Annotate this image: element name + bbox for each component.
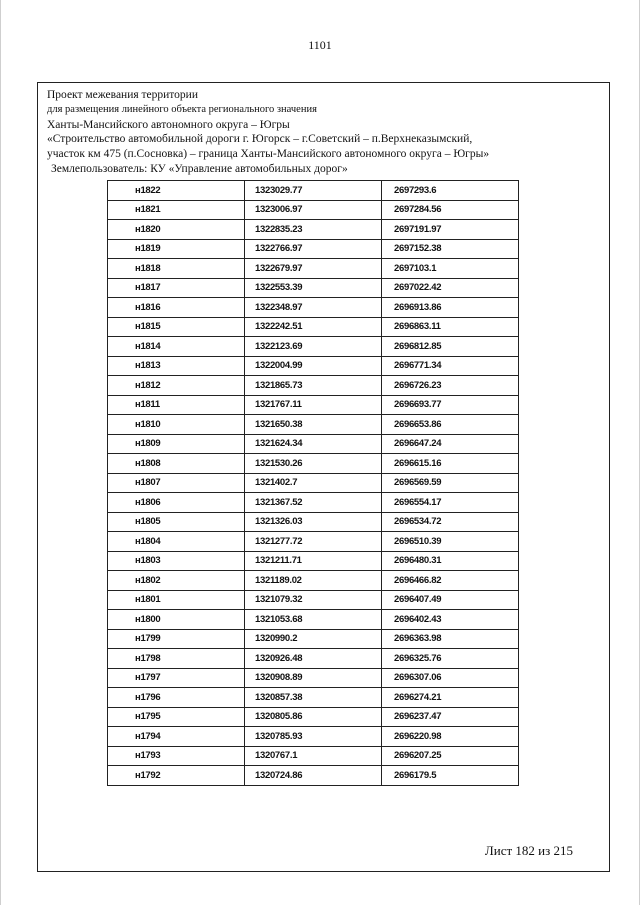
x-coordinate-cell: 1322553.39 xyxy=(245,278,382,298)
point-id-cell: н1803 xyxy=(108,551,245,571)
table-row xyxy=(108,590,519,610)
point-id-cell: н1814 xyxy=(108,337,245,357)
y-coordinate-cell: 2696615.16 xyxy=(382,454,519,474)
point-id-cell: н1816 xyxy=(108,298,245,318)
x-coordinate-cell: 1320857.38 xyxy=(245,688,382,708)
table-row xyxy=(108,278,519,298)
table-row xyxy=(108,395,519,415)
table-row xyxy=(108,688,519,708)
point-id-cell: н1796 xyxy=(108,688,245,708)
x-coordinate-cell: 1322348.97 xyxy=(245,298,382,318)
table-row xyxy=(108,298,519,318)
point-id-cell: н1820 xyxy=(108,220,245,240)
y-coordinate-cell: 2696693.77 xyxy=(382,395,519,415)
y-coordinate-cell: 2696510.39 xyxy=(382,532,519,552)
x-coordinate-cell: 1321624.34 xyxy=(245,434,382,454)
table-row xyxy=(108,493,519,513)
coordinates-table-body xyxy=(108,181,519,786)
table-row xyxy=(108,668,519,688)
point-id-cell: н1800 xyxy=(108,610,245,630)
page-number: 1101 xyxy=(308,38,332,52)
x-coordinate-cell: 1321211.71 xyxy=(245,551,382,571)
table-row xyxy=(108,317,519,337)
table-row xyxy=(108,629,519,649)
x-coordinate-cell: 1320990.2 xyxy=(245,629,382,649)
y-coordinate-cell: 2696913.86 xyxy=(382,298,519,318)
table-row xyxy=(108,259,519,279)
point-id-cell: н1793 xyxy=(108,746,245,766)
x-coordinate-cell: 1321079.32 xyxy=(245,590,382,610)
x-coordinate-cell: 1322766.97 xyxy=(245,239,382,259)
table-row xyxy=(108,473,519,493)
x-coordinate-cell: 1321402.7 xyxy=(245,473,382,493)
x-coordinate-cell: 1320767.1 xyxy=(245,746,382,766)
header-line: для размещения линейного объекта регионального значения xyxy=(47,103,317,115)
point-id-cell: н1794 xyxy=(108,727,245,747)
header-line: Ханты-Мансийского автономного округа – Югры xyxy=(47,118,290,131)
point-id-cell: н1804 xyxy=(108,532,245,552)
x-coordinate-cell: 1320724.86 xyxy=(245,766,382,786)
table-row xyxy=(108,356,519,376)
point-id-cell: н1805 xyxy=(108,512,245,532)
y-coordinate-cell: 2696237.47 xyxy=(382,707,519,727)
point-id-cell: н1801 xyxy=(108,590,245,610)
y-coordinate-cell: 2697293.6 xyxy=(382,181,519,201)
table-row xyxy=(108,571,519,591)
y-coordinate-cell: 2697191.97 xyxy=(382,220,519,240)
table-row xyxy=(108,512,519,532)
y-coordinate-cell: 2696554.17 xyxy=(382,493,519,513)
coordinates-table xyxy=(107,180,519,786)
y-coordinate-cell: 2697152.38 xyxy=(382,239,519,259)
table-row xyxy=(108,239,519,259)
y-coordinate-cell: 2696812.85 xyxy=(382,337,519,357)
y-coordinate-cell: 2696402.43 xyxy=(382,610,519,630)
table-row xyxy=(108,746,519,766)
y-coordinate-cell: 2696179.5 xyxy=(382,766,519,786)
table-row xyxy=(108,454,519,474)
y-coordinate-cell: 2696480.31 xyxy=(382,551,519,571)
y-coordinate-cell: 2696363.98 xyxy=(382,629,519,649)
point-id-cell: н1810 xyxy=(108,415,245,435)
y-coordinate-cell: 2697103.1 xyxy=(382,259,519,279)
x-coordinate-cell: 1320805.86 xyxy=(245,707,382,727)
point-id-cell: н1813 xyxy=(108,356,245,376)
x-coordinate-cell: 1321367.52 xyxy=(245,493,382,513)
y-coordinate-cell: 2696863.11 xyxy=(382,317,519,337)
point-id-cell: н1812 xyxy=(108,376,245,396)
table-row xyxy=(108,181,519,201)
y-coordinate-cell: 2696325.76 xyxy=(382,649,519,669)
document-frame xyxy=(37,82,610,872)
point-id-cell: н1798 xyxy=(108,649,245,669)
table-row xyxy=(108,220,519,240)
y-coordinate-cell: 2697284.56 xyxy=(382,200,519,220)
point-id-cell: н1815 xyxy=(108,317,245,337)
table-row xyxy=(108,766,519,786)
x-coordinate-cell: 1322004.99 xyxy=(245,356,382,376)
header-line-landuser: Землепользователь: КУ «Управление автомобильных дорог» xyxy=(51,162,348,175)
x-coordinate-cell: 1322835.23 xyxy=(245,220,382,240)
y-coordinate-cell: 2696726.23 xyxy=(382,376,519,396)
y-coordinate-cell: 2696647.24 xyxy=(382,434,519,454)
x-coordinate-cell: 1321189.02 xyxy=(245,571,382,591)
y-coordinate-cell: 2696569.59 xyxy=(382,473,519,493)
table-row xyxy=(108,551,519,571)
table-row xyxy=(108,434,519,454)
table-row xyxy=(108,707,519,727)
point-id-cell: н1811 xyxy=(108,395,245,415)
y-coordinate-cell: 2696653.86 xyxy=(382,415,519,435)
x-coordinate-cell: 1321053.68 xyxy=(245,610,382,630)
x-coordinate-cell: 1321767.11 xyxy=(245,395,382,415)
table-row xyxy=(108,337,519,357)
x-coordinate-cell: 1322123.69 xyxy=(245,337,382,357)
x-coordinate-cell: 1320926.48 xyxy=(245,649,382,669)
x-coordinate-cell: 1321277.72 xyxy=(245,532,382,552)
y-coordinate-cell: 2696407.49 xyxy=(382,590,519,610)
table-row xyxy=(108,415,519,435)
point-id-cell: н1819 xyxy=(108,239,245,259)
x-coordinate-cell: 1322679.97 xyxy=(245,259,382,279)
table-row xyxy=(108,376,519,396)
x-coordinate-cell: 1322242.51 xyxy=(245,317,382,337)
point-id-cell: н1818 xyxy=(108,259,245,279)
point-id-cell: н1792 xyxy=(108,766,245,786)
point-id-cell: н1797 xyxy=(108,668,245,688)
table-row xyxy=(108,610,519,630)
x-coordinate-cell: 1323006.97 xyxy=(245,200,382,220)
point-id-cell: н1807 xyxy=(108,473,245,493)
point-id-cell: н1822 xyxy=(108,181,245,201)
point-id-cell: н1795 xyxy=(108,707,245,727)
x-coordinate-cell: 1321650.38 xyxy=(245,415,382,435)
y-coordinate-cell: 2697022.42 xyxy=(382,278,519,298)
y-coordinate-cell: 2696771.34 xyxy=(382,356,519,376)
point-id-cell: н1802 xyxy=(108,571,245,591)
point-id-cell: н1809 xyxy=(108,434,245,454)
table-row xyxy=(108,200,519,220)
table-row xyxy=(108,649,519,669)
x-coordinate-cell: 1320908.89 xyxy=(245,668,382,688)
y-coordinate-cell: 2696466.82 xyxy=(382,571,519,591)
header-line: Проект межевания территории xyxy=(47,89,198,101)
x-coordinate-cell: 1323029.77 xyxy=(245,181,382,201)
header-line: «Строительство автомобильной дороги г. Югорск – г.Советский – п.Верхнеказымский, xyxy=(47,133,473,146)
point-id-cell: н1821 xyxy=(108,200,245,220)
document-header xyxy=(47,88,597,177)
table-row xyxy=(108,727,519,747)
y-coordinate-cell: 2696274.21 xyxy=(382,688,519,708)
x-coordinate-cell: 1321530.26 xyxy=(245,454,382,474)
point-id-cell: н1799 xyxy=(108,629,245,649)
y-coordinate-cell: 2696307.06 xyxy=(382,668,519,688)
point-id-cell: н1808 xyxy=(108,454,245,474)
point-id-cell: н1806 xyxy=(108,493,245,513)
x-coordinate-cell: 1320785.93 xyxy=(245,727,382,747)
point-id-cell: н1817 xyxy=(108,278,245,298)
y-coordinate-cell: 2696207.25 xyxy=(382,746,519,766)
y-coordinate-cell: 2696534.72 xyxy=(382,512,519,532)
sheet-counter: Лист 182 из 215 xyxy=(484,843,573,858)
scan-edge-left xyxy=(0,0,1,905)
x-coordinate-cell: 1321326.03 xyxy=(245,512,382,532)
x-coordinate-cell: 1321865.73 xyxy=(245,376,382,396)
header-line: участок км 475 (п.Сосновка) – граница Ханты-Мансийского автономного округа – Югры» xyxy=(47,148,490,161)
table-row xyxy=(108,532,519,552)
y-coordinate-cell: 2696220.98 xyxy=(382,727,519,747)
